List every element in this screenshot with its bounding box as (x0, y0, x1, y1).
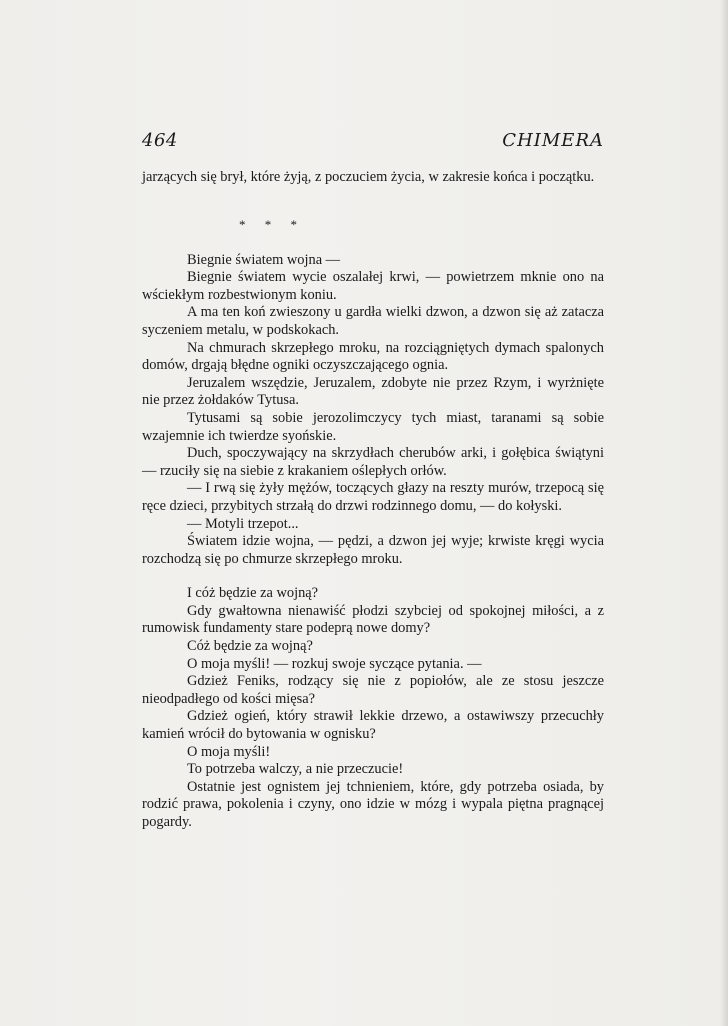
paragraph: Biegnie światem wojna — (187, 251, 341, 268)
paragraph: Na chmurach skrzepłego mroku, na rozciągniętych dymach spalonych domów, drgają błędne ogniki oczyszczającego ognia. (142, 339, 604, 374)
section-break-asterism: * * * (239, 216, 305, 232)
paragraph: To potrzeba walczy, a nie przeczucie! (187, 761, 404, 778)
paragraph: Ostatnie jest ognistem jej tchnieniem, które, gdy potrzeba osiada, by rodzić prawa, pokolenia i czyny, ono idzie w mózg i wypala piętna pragnącej pogardy. (142, 778, 604, 830)
paragraph: O moja myśli! (187, 743, 271, 760)
paragraph: Światem idzie wojna, — pędzi, a dzwon jej wyje; krwiste kręgi wycia rozchodzą się po chmurze skrzepłego mroku. (142, 533, 604, 567)
paragraph: jarzących się brył, które żyją, z poczuciem życia, w zakresie końca i początku. (142, 169, 595, 185)
paragraph: — I rwą się żyły mężów, toczących głazy na reszty murów, trzepocą się ręce dzieci, przybitych strzałą do drzwi rodzinnego domu, — do kołyski. (142, 480, 604, 514)
paragraph: Jeruzalem wszędzie, Jeruzalem, zdobyte nie przez Rzym, i wyrżnięte nie przez żołdaków Tytusa. (142, 374, 604, 409)
paragraph: O moja myśli! — rozkuj swoje syczące pytania. — (187, 655, 482, 672)
paragraph-gap (142, 568, 604, 585)
paragraph: Gdzież Feniks, rodzący się nie z popiołów, ale ze stosu jeszcze nieodpadłego od kości mięsa? (142, 673, 604, 707)
page-body-text (142, 169, 604, 832)
paragraph: Gdy gwałtowna nienawiść płodzi szybciej od spokojnej miłości, a z rumowisk fundamenty stare podeprą nowe domy? (142, 602, 604, 637)
paragraph: Gdzież ogień, który strawił lekkie drzewo, a ostawiwszy przecuchły kamień wrócił do bytowania w ognisku? (142, 708, 604, 743)
paragraph: Duch, spoczywający na skrzydłach cherubów arki, i gołębica świątyni — rzuciły się na siebie z krakaniem oślepłych orłów. (142, 445, 604, 479)
paragraph: Biegnie światem wycie oszalałej krwi, — powietrzem mknie ono na wściekłym rozbestwionym koniu. (142, 269, 604, 303)
paragraph: I cóż będzie za wojną? (187, 585, 319, 602)
paragraph: Cóż będzie za wojną? (187, 638, 313, 655)
running-title: CHIMERA (502, 130, 604, 151)
paragraph: Tytusami są sobie jerozolimczycy tych miast, taranami są sobie wzajemnie ich twierdze syońskie. (142, 409, 604, 444)
paragraph: — Motyli trzepot... (187, 515, 299, 532)
page-header (142, 130, 604, 156)
page-number: 464 (142, 130, 178, 151)
page-edge-shadow (720, 0, 728, 1026)
paragraph: A ma ten koń zwieszony u gardła wielki dzwon, a dzwon się aż zatacza syczeniem metalu, w podskokach. (142, 304, 604, 338)
